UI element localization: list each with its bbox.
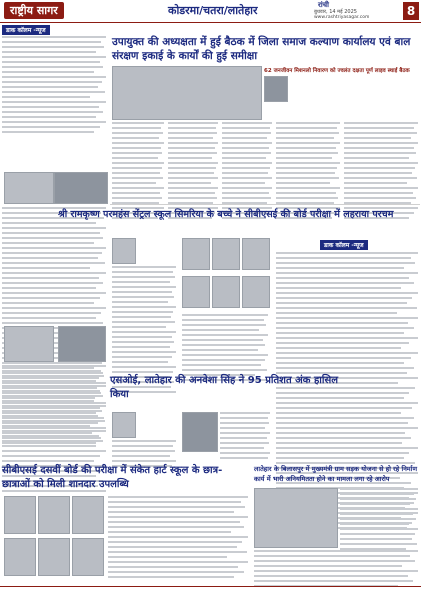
lead-meeting-photo [112,66,262,120]
page-number: 8 [403,2,419,20]
lead-portrait-photo [264,76,288,102]
paper-name: राष्ट्रीय सागर [4,2,64,19]
cbse-photo-5 [38,538,70,576]
road-text-col-2 [254,550,418,590]
ramakrishna-headline: श्री रामकृष्ण परमहंस सेंट्रल स्कूल सिमरिया के बच्चे ने सीबीएसई की बोर्ड परीक्षा में लहराया परचम [58,209,394,220]
lead-headline: उपायुक्त की अध्यक्षता में हुई बैठक में जिला समाज कल्याण कार्यालय एवं बाल संरक्षण इकाई के कार्यों की हुई समीक्षा [112,36,411,62]
road-scheme-headline: लातेहार के बिलासपुर में मुख्यमंत्री ग्राम सड़क योजना से हो रहे निर्माण कार्य में भारी अनियमितता होने का मामला लगा रहे आरोप [254,465,418,483]
left-photo-2 [54,172,108,204]
student-photo-3 [242,238,270,270]
cbse-photo-1 [4,496,36,534]
issue-date: बुधवार, 14 मई 2025 [314,9,357,15]
student-portrait-1 [112,238,136,264]
lead-text-col-5 [344,122,418,222]
lead-text-col-2 [168,122,218,222]
region-title: कोडरमा/चतरा/लातेहार [168,4,258,17]
cbse-photo-3 [72,496,104,534]
left-photo-4 [58,326,106,362]
city-name: रांची [318,1,329,9]
cbse-headline: सीबीएसई दसवीं बोर्ड की परीक्षा में संकेत हार्ट स्कूल के छात्र-छात्राओं को मिली शानदार उपलब्धि [2,465,223,490]
dak-column-label-left: डाक कॉलम -न्यूज [2,25,50,35]
road-photo [254,488,338,548]
left-photo-3 [4,326,54,362]
anvesha-text-col-2 [220,412,270,462]
student-photo-6 [242,276,270,308]
left-column-text-1 [2,36,106,136]
student-photo-5 [212,276,240,308]
road-text-col-1 [340,488,418,553]
dak-column-label-right: डाक कॉलम -न्यूज [320,240,368,250]
lead-text-col-3 [222,122,272,222]
anvesha-photo [182,412,218,452]
student-photo-1 [182,238,210,270]
anvesha-headline: एसओई, लातेहार की अनवेशा सिंह ने 95 प्रतिशत अंक हासिल किया [110,375,338,400]
cbse-photo-4 [4,538,36,576]
student-photo-4 [182,276,210,308]
cbse-photo-6 [72,538,104,576]
student-photo-2 [212,238,240,270]
divider [110,204,420,205]
student-portrait-2 [112,412,136,438]
lead-kicker: 62 जनजीवन मिशनलो निवारण को ज्वलंत दक्षता पूर्ण लाइव स्थाई बैठक [264,68,410,74]
cbse-text [108,496,248,581]
left-photo-1 [4,172,54,204]
cbse-photo-2 [38,496,70,534]
lead-text-col-1 [112,122,164,222]
website-url: www.rashtriyasagar.com [314,15,370,20]
lead-text-col-4 [276,122,340,222]
